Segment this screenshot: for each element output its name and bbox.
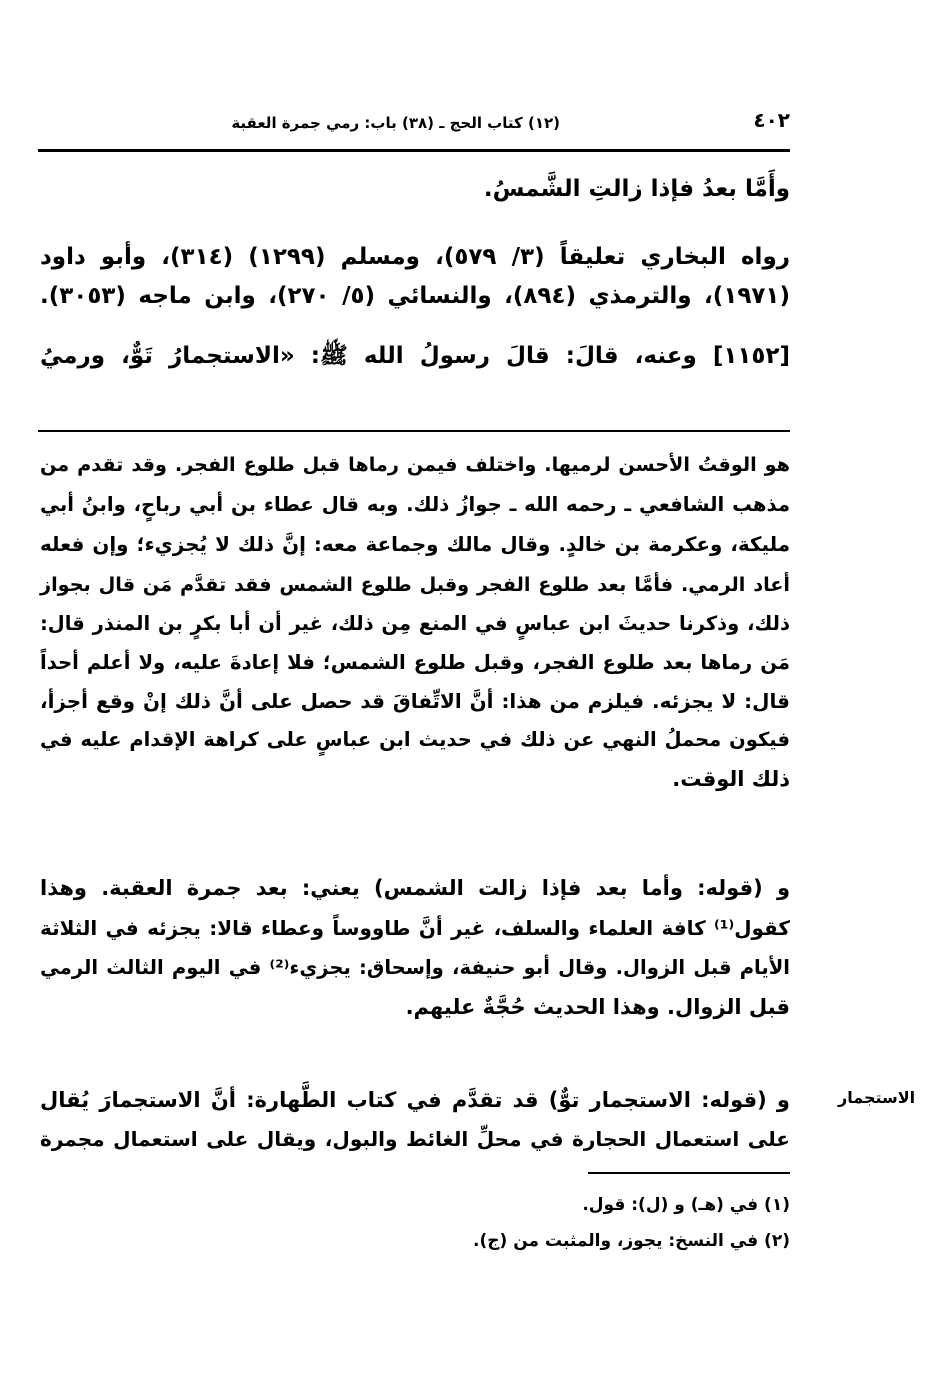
section-rule xyxy=(38,430,790,432)
text-line: فيكون محملُ النهي عن ذلك في حديث ابن عباسٍ على كراهة الإقدام عليه في xyxy=(40,728,790,751)
text-line: مليكة، وعكرمة بن خالدٍ. وقال مالك وجماعة معه: إنَّ ذلك لا يُجزيء؛ وإن فعله xyxy=(40,533,790,556)
text-line: أعاد الرمي. فأمَّا بعد طلوع الفجر وقبل طلوع الشمس فقد تقدَّم مَن قال بجواز xyxy=(40,573,790,596)
text-line: قال: لا يجزئه. فيلزم من هذا: أنَّ الاتِّفاقَ قد حصل على أنَّ ذلك إنْ وقع أجزأ، xyxy=(40,689,790,713)
text-line: و (قوله: الاستجمار توٌّ) قد تقدَّم في كتاب الطَّهارة: أنَّ الاستجمارَ يُقال xyxy=(40,1088,790,1112)
text-line: على استعمال الحجارة في محلِّ الغائط والبول، ويقال على استعمال مجمرة xyxy=(40,1127,790,1151)
margin-note: الاستجمار xyxy=(838,1088,916,1107)
text-line: (١٩٧١)، والترمذي (٨٩٤)، والنسائي (٥/ ٢٧٠)، وابن ماجه (٣٠٥٣). xyxy=(40,283,790,309)
text-line: و (قوله: وأما بعد فإذا زالت الشمس) يعني: بعد جمرة العقبة. وهذا xyxy=(40,876,790,900)
text-line: مَن رماها بعد طلوع الفجر، وقبل طلوع الشمس؛ فلا إعادةَ عليه، ولا أعلم أحداً xyxy=(40,651,790,674)
footnote: (١) في (هـ) و (ل): قول. xyxy=(582,1195,790,1215)
footnote: (٢) في النسخ: يجوز، والمثبت من (ج). xyxy=(473,1231,790,1251)
text-line: ذلك، وذكرنا حديثَ ابن عباسٍ في المنع مِن ذلك، غير أن أبا بكرٍ بن المنذر قال: xyxy=(40,612,790,635)
footnote-rule xyxy=(588,1172,790,1174)
text-line: رواه البخاري تعليقاً (٣/ ٥٧٩)، ومسلم (١٢٩٩) (٣١٤)، وأبو داود xyxy=(40,244,790,270)
text-line: هو الوقتُ الأحسن لرميها. واختلف فيمن رماها قبل طلوع الفجر. وقد تقدم من xyxy=(40,453,790,476)
page-number: ٤٠٢ xyxy=(753,108,790,132)
text-line: وأَمَّا بعدُ فإذا زالتِ الشَّمسُ. xyxy=(483,176,790,202)
running-title: (١٢) كتاب الحج ـ (٣٨) باب: رمي جمرة العقبة xyxy=(231,114,560,132)
text-line: ذلك الوقت. xyxy=(672,767,790,791)
text-line: [١١٥٢] وعنه، قالَ: قالَ رسولُ الله ﷺ: «الاستجمارُ تَوٌّ، ورميُ xyxy=(40,343,790,369)
text-line: كقول⁽¹⁾ كافة العلماء والسلف، غير أنَّ طاووساً وعطاء قالا: يجزئه في الثلاثة xyxy=(40,916,790,940)
text-line: الأيام قبل الزوال. وقال أبو حنيفة، وإسحاق: يجزيء⁽²⁾ في اليوم الثالث الرمي xyxy=(40,956,790,979)
header-rule xyxy=(38,149,790,152)
text-line: مذهب الشافعي ـ رحمه الله ـ جوازُ ذلك. وبه قال عطاء بن أبي رباحٍ، وابنُ أبي xyxy=(40,493,790,516)
text-line: قبل الزوال. وهذا الحديث حُجَّةٌ عليهم. xyxy=(405,995,790,1019)
